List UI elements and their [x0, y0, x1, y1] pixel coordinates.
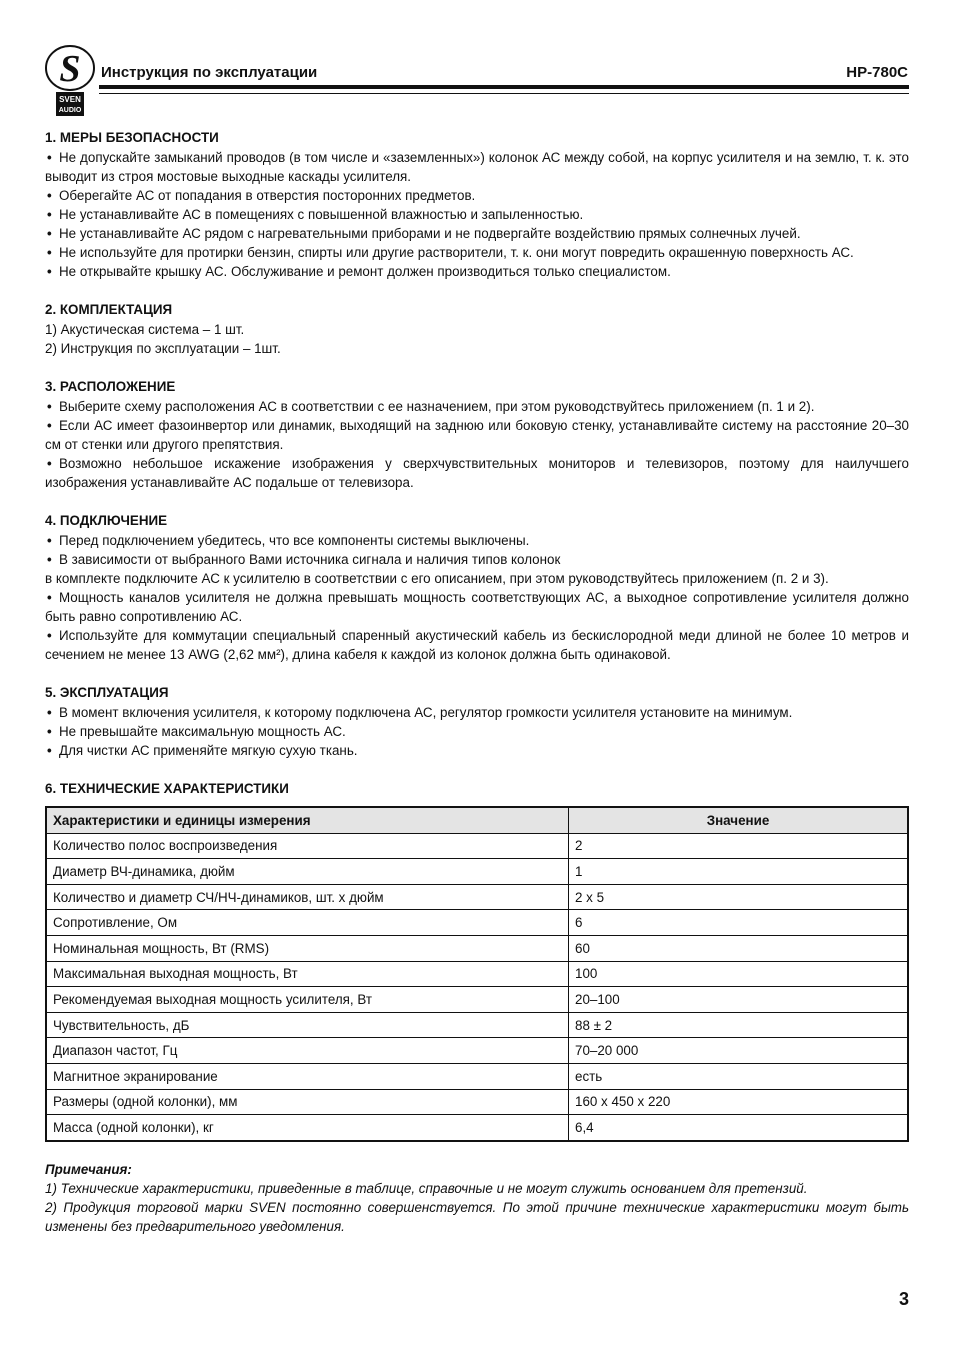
- table-row: [46, 1089, 908, 1115]
- list-item: • Не устанавливайте АС в помещениях с повышенной влажностью и запыленностью.: [45, 205, 909, 224]
- list-item: • Используйте для коммутации специальный спаренный акустический кабель из бескислородной меди длиной не более 10 метров и сечением не менее 13 AWG (2,62 мм²), длина кабеля к каждой из колонок должна быть одинаковой.: [45, 626, 909, 664]
- table-header-cell: Значение: [569, 807, 909, 833]
- table-row: [46, 1012, 908, 1038]
- list-item: • В момент включения усилителя, к которому подключена АС, регулятор громкости усилителя установите на минимум.: [45, 703, 909, 722]
- table-header-row: [46, 807, 908, 833]
- table-cell: Магнитное экранирование: [46, 1063, 569, 1089]
- list-item: в комплекте подключите АС к усилителю в соответствии с его описанием, при этом руководствуйтесь приложением (п. 2 и 3).: [45, 571, 829, 586]
- sven-audio-logo: [44, 44, 96, 118]
- list-item: • Не используйте для протирки бензин, спирты или другие растворители, т. к. они могут повредить окрашенную поверхность АС.: [45, 243, 909, 262]
- table-cell: 6: [569, 910, 909, 936]
- table-row: [46, 884, 908, 910]
- table-row: [46, 935, 908, 961]
- table-row: [46, 833, 908, 859]
- section-title: 1. МЕРЫ БЕЗОПАСНОСТИ: [45, 130, 219, 145]
- table-cell: Чувствительность, дБ: [46, 1012, 569, 1038]
- section-safety: [45, 128, 909, 281]
- list-item: • Выберите схему расположения АС в соответствии с ее назначением, при этом руководствуйтесь приложением (п. 1 и 2).: [45, 397, 909, 416]
- list-item: • Не устанавливайте АС рядом с нагревательными приборами и не подвергайте воздействию прямых солнечных лучей.: [45, 224, 909, 243]
- list-item: • Возможно небольшое искажение изображения у сверхчувствительных мониторов и телевизоров, поэтому для наилучшего изображения устанавливайте АС подальше от телевизора.: [45, 454, 909, 492]
- table-cell: Размеры (одной колонки), мм: [46, 1089, 569, 1115]
- table-cell: Количество полос воспроизведения: [46, 833, 569, 859]
- section-title: 5. ЭКСПЛУАТАЦИЯ: [45, 685, 169, 700]
- list-item: • Не превышайте максимальную мощность АС.: [45, 722, 909, 741]
- table-row: [46, 987, 908, 1013]
- section-specs: [45, 779, 909, 1142]
- table-row: [46, 1115, 908, 1141]
- table-cell: есть: [569, 1063, 909, 1089]
- list-item: • Не допускайте замыканий проводов (в том числе и «заземленных») колонок АС между собой, на корпус усилителя и на землю, т. к. это выводит из строя мостовые выходные каскады усилителя.: [45, 148, 909, 186]
- list-item: 1) Акустическая система – 1 шт.: [45, 322, 245, 337]
- section-title: 3. РАСПОЛОЖЕНИЕ: [45, 379, 176, 394]
- table-cell: 1: [569, 859, 909, 885]
- table-cell: Рекомендуемая выходная мощность усилителя, Вт: [46, 987, 569, 1013]
- section-title: 6. ТЕХНИЧЕСКИЕ ХАРАКТЕРИСТИКИ: [45, 781, 289, 796]
- table-cell: Масса (одной колонки), кг: [46, 1115, 569, 1141]
- table-cell: 88 ± 2: [569, 1012, 909, 1038]
- table-cell: 160 x 450 x 220: [569, 1089, 909, 1115]
- section-connection: [45, 511, 909, 664]
- table-cell: Максимальная выходная мощность, Вт: [46, 961, 569, 987]
- list-item: 2) Инструкция по эксплуатации – 1шт.: [45, 341, 281, 356]
- list-item: • Перед подключением убедитесь, что все компоненты системы выключены.: [45, 531, 909, 550]
- list-item: • Оберегайте АС от попадания в отверстия посторонних предметов.: [45, 186, 909, 205]
- table-row: [46, 859, 908, 885]
- table-cell: 6,4: [569, 1115, 909, 1141]
- table-cell: Диапазон частот, Гц: [46, 1038, 569, 1064]
- list-item: • Не открывайте крышку АС. Обслуживание и ремонт должен производиться только специалистом.: [45, 262, 909, 281]
- notes-title: Примечания:: [45, 1161, 132, 1177]
- logo-text-audio: AUDIO: [58, 107, 82, 114]
- table-row: [46, 961, 908, 987]
- table-cell: 2: [569, 833, 909, 859]
- list-item: • Мощность каналов усилителя не должна превышать мощность соответствующих АС, а выходное сопротивление усилителя должно быть равно сопротивлению АС.: [45, 588, 909, 626]
- header-rule-thick: [99, 85, 909, 89]
- header-rule-thin: [99, 93, 909, 94]
- section-package: [45, 300, 909, 358]
- section-placement: [45, 377, 909, 492]
- table-cell: Диаметр ВЧ-динамика, дюйм: [46, 859, 569, 885]
- header-title: Инструкция по эксплуатации: [101, 64, 318, 81]
- header-model: HP-780C: [846, 64, 908, 81]
- notes: [45, 1160, 909, 1236]
- table-cell: 100: [569, 961, 909, 987]
- list-item: • Если АС имеет фазоинвертор или динамик, выходящий на заднюю или боковую стенку, устанавливайте систему на расстояние 20–30 см от стенки или другого препятствия.: [45, 416, 909, 454]
- list-item: • Для чистки АС применяйте мягкую сухую ткань.: [45, 741, 909, 760]
- table-cell: Номинальная мощность, Вт (RMS): [46, 935, 569, 961]
- note-item: 1) Технические характеристики, приведенные в таблице, справочные и не могут служить основанием для претензий.: [45, 1180, 808, 1196]
- table-cell: 20–100: [569, 987, 909, 1013]
- list-item: • В зависимости от выбранного Вами источника сигнала и наличия типов колонок: [45, 550, 909, 569]
- table-cell: 2 х 5: [569, 884, 909, 910]
- section-operation: [45, 683, 909, 760]
- table-row: [46, 910, 908, 936]
- table-header-cell: Характеристики и единицы измерения: [46, 807, 569, 833]
- page-number: 3: [898, 1289, 909, 1309]
- section-title: 2. КОМПЛЕКТАЦИЯ: [45, 302, 173, 317]
- table-row: [46, 1038, 908, 1064]
- logo-text-sven: SVEN: [59, 95, 81, 104]
- table-cell: 60: [569, 935, 909, 961]
- table-row: [46, 1063, 908, 1089]
- table-cell: Количество и диаметр СЧ/НЧ-динамиков, шт. х дюйм: [46, 884, 569, 910]
- table-cell: 70–20 000: [569, 1038, 909, 1064]
- svg-text:S: S: [59, 48, 81, 90]
- spec-table: [45, 806, 909, 1142]
- section-title: 4. ПОДКЛЮЧЕНИЕ: [45, 513, 168, 528]
- page-content: [45, 128, 909, 1236]
- note-item: 2) Продукция торговой марки SVEN постоянно совершенствуется. По этой причине технические характеристики могут быть изменены без предварительного уведомления.: [45, 1199, 909, 1234]
- table-cell: Сопротивление, Ом: [46, 910, 569, 936]
